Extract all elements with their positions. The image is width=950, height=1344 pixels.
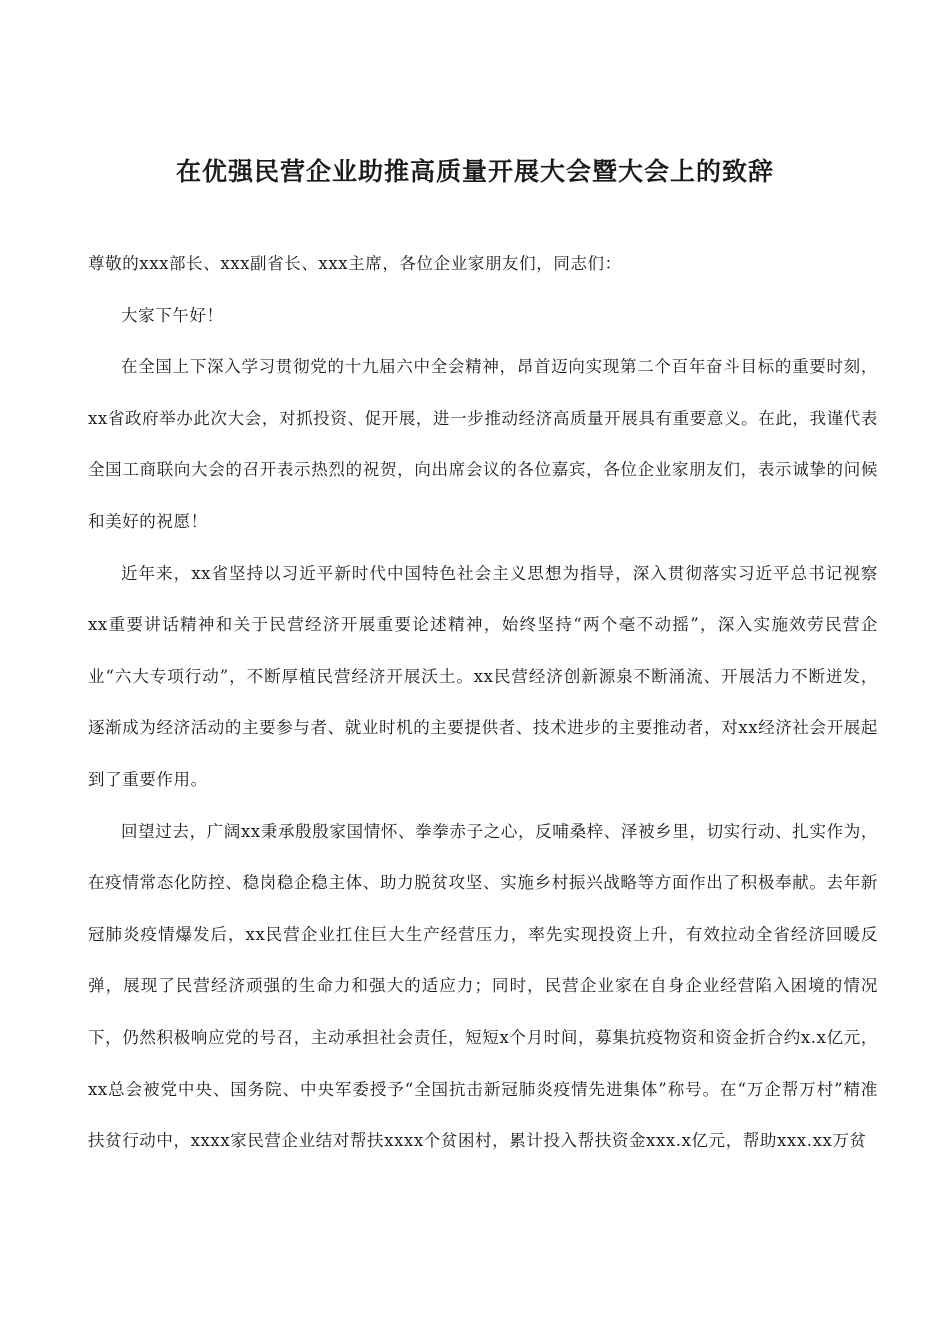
document-body xyxy=(88,238,878,1167)
paragraph: 近年来，xx省坚持以习近平新时代中国特色社会主义思想为指导，深入贯彻落实习近平总书记视察xx重要讲话精神和关于民营经济开展重要论述精神，始终坚持“两个毫不动摇”，深入实施效劳民营企业“六大专项行动”，不断厚植民营经济开展沃土。xx民营经济创新源泉不断涌流、开展活力不断迸发，逐渐成为经济活动的主要参与者、就业时机的主要提供者、技术进步的主要推动者，对xx经济社会开展起到了重要作用。 xyxy=(88,563,878,789)
greeting: 大家下午好！ xyxy=(121,305,224,325)
salutation: 尊敬的xxx部长、xxx副省长、xxx主席，各位企业家朋友们，同志们： xyxy=(88,254,622,273)
paragraph: 在全国上下深入学习贯彻党的十九届六中全会精神，昂首迈向实现第二个百年奋斗目标的重要时刻，xx省政府举办此次大会，对抓投资、促开展，进一步推动经济高质量开展具有重要意义。在此，我谨代表全国工商联向大会的召开表示热烈的祝贺，向出席会议的各位嘉宾，各位企业家朋友们，表示诚挚的问候和美好的祝愿！ xyxy=(88,357,878,531)
paragraph: 回望过去，广阔xx秉承殷殷家国情怀、拳拳赤子之心，反哺桑梓、泽被乡里，切实行动、扎实作为，在疫情常态化防控、稳岗稳企稳主体、助力脱贫攻坚、实施乡村振兴战略等方面作出了积极奉献。去年新冠肺炎疫情爆发后，xx民营企业扛住巨大生产经营压力，率先实现投资上升，有效拉动全省经济回暖反弹，展现了民营经济顽强的生命力和强大的适应力；同时，民营企业家在自身企业经营陷入困境的情况下，仍然积极响应党的号召，主动承担社会责任，短短x个月时间，募集抗疫物资和资金折合约x.x亿元，xx总会被党中央、国务院、中央军委授予“全国抗击新冠肺炎疫情先进集体”称号。在“万企帮万村”精准扶贫行动中，xxxx家民营企业结对帮扶xxxx个贫困村，累计投入帮扶资金xxx.x亿元，帮助xxx.xx万贫 xyxy=(88,821,878,1151)
document-title: 在优强民营企业助推高质量开展大会暨大会上的致辞 xyxy=(175,157,774,186)
